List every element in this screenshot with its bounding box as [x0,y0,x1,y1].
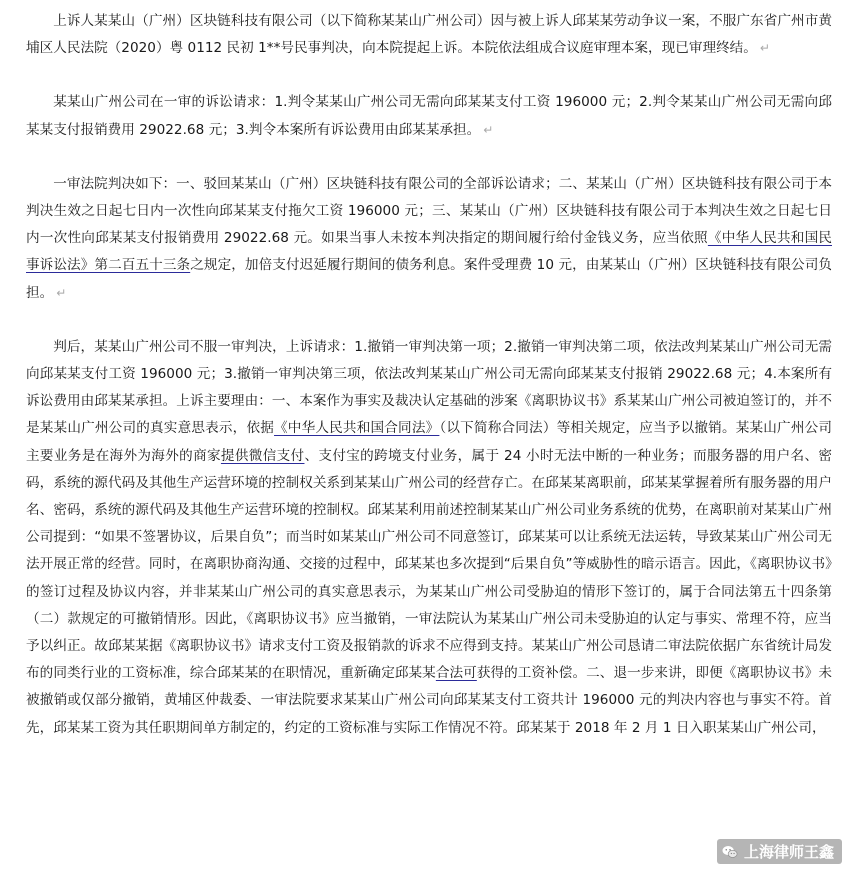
underlined-phrase: 合法可 [435,665,477,682]
paragraph-mark-icon: ↵ [759,41,770,56]
watermark-text: 上海律师王鑫 [743,843,834,861]
paragraph-4-text-b: （以下简称合同法）等相关规定，应当予以撤销。某某山广州公司主要业务是在海外为海外的商家 [26,420,833,464]
paragraph-1-text: 上诉人某某山（广州）区块链科技有限公司（以下简称某某山广州公司）因与被上诉人邱某某劳动争议一案，不服广东省广州市黄埔区人民法院（2020）粤 0112 民初 1**号民事判决，向本院提起上诉。本院依法组成合议庭审理本案，现已审理终结。 [26,13,832,57]
paragraph-2-text: 某某山广州公司在一审的诉讼请求：1.判令某某山广州公司无需向邱某某支付工资 196000 元；2.判令某某山广州公司无需向邱某某支付报销费用 29022.68 元；3.判令本案所有诉讼费用由邱某某承担。 [26,94,832,138]
paragraph-4-text-d: 获得的工资补偿。二、退一步来讲，即便《离职协议书》未被撤销或仅部分撤销，黄埔区仲裁委、一审法院要求某某山广州公司向邱某某支付工资共计 196000 元的判决内容也与事实不符。首先，邱某某工资为其任职期间单方制定的，约定的工资标准与实际工作情况不符。邱某某于 2018 年 2 月 1 日入职某某山广州公司， [26,665,832,736]
paragraph-3 [26,171,832,307]
wechat-icon [721,843,739,861]
paragraph-4-text-c: 、支付宝的跨境支付业务，属于 24 小时无法中断的一种业务；而服务器的用户名、密码，系统的源代码及其他生产运营环境的控制权关系到某某山广州公司的经营存亡。在邱某某离职前，邱某某掌握着所有服务器的用户名、密码，系统的源代码及其他生产运营环境的控制权。邱某某利用前述控制某某山广州公司业务系统的优势，在离职前对某某山广州公司提到：“如果不签署协议，后果自负”；而当时如某某山广州公司不同意签订，邱某某可以让系统无法运转，导致某某山广州公司无法开展正常的经营。同时，在离职协商沟通、交接的过程中，邱某某也多次提到“后果自负”等威胁性的暗示语言。因此，《离职协议书》的签订过程及协议内容，并非某某山广州公司的真实意思表示，为某某山广州公司受胁迫的情形下签订的，属于合同法第五十四条第（二）款规定的可撤销情形。因此，《离职协议书》应当撤销，一审法院认为某某山广州公司未受胁迫的认定与事实、常理不符，应当予以纠正。故邱某某据《离职协议书》请求支付工资及报销款的诉求不应得到支持。某某山广州公司恳请二审法院依据广东省统计局发布的同类行业的工资标准，综合邱某某的在职情况，重新确定邱某某 [26,447,833,682]
watermark [717,839,842,864]
paragraph-mark-icon: ↵ [56,285,67,300]
paragraph-3-text-a: 一审法院判决如下：一、驳回某某山（广州）区块链科技有限公司的全部诉讼请求；二、某某山（广州）区块链科技有限公司于本判决生效之日起七日内一次性向邱某某支付拖欠工资 196000 元；三、某某山（广州）区块链科技有限公司于本判决生效之日起七日内一次性向邱某某支付报销费用 29022.68 元。如果当事人未按本判决指定的期间履行给付金钱义务，应当依照 [26,175,832,247]
paragraph-4-text-a: 判后，某某山广州公司不服一审判决，上诉请求：1.撤销一审判决第一项；2.撤销一审判决第二项，依法改判某某山广州公司无需向邱某某支付工资 196000 元；3.撤销一审判决第三项，依法改判某某山广州公司无需向邱某某支付报销 29022.68 元；4.本案所有诉讼费用由邱某某承担。上诉主要理由：一、本案作为事实及裁决认定基础的涉案《离职协议书》系某某山广州公司被迫签订的，并不是某某山广州公司的真实意思表示，依据 [26,338,832,437]
contract-law-link[interactable]: 《中华人民共和国合同法》 [274,420,440,437]
blank-line [26,144,832,171]
blank-line [26,307,832,334]
blank-line [26,62,832,89]
paragraph-mark-icon: ↵ [483,122,494,137]
wechat-pay-link[interactable]: 提供微信支付 [220,447,305,464]
paragraph-4 [26,334,832,742]
paragraph-1 [26,8,832,62]
law-reference-link[interactable]: 《中华人民共和国民事诉讼法》第二百五十三条 [26,230,832,274]
paragraph-3-text-b: 之规定，加倍支付迟延履行期间的债务利息。案件受理费 10 元，由某某山（广州）区块链科技有限公司负担。 [26,257,832,301]
paragraph-2 [26,89,832,143]
